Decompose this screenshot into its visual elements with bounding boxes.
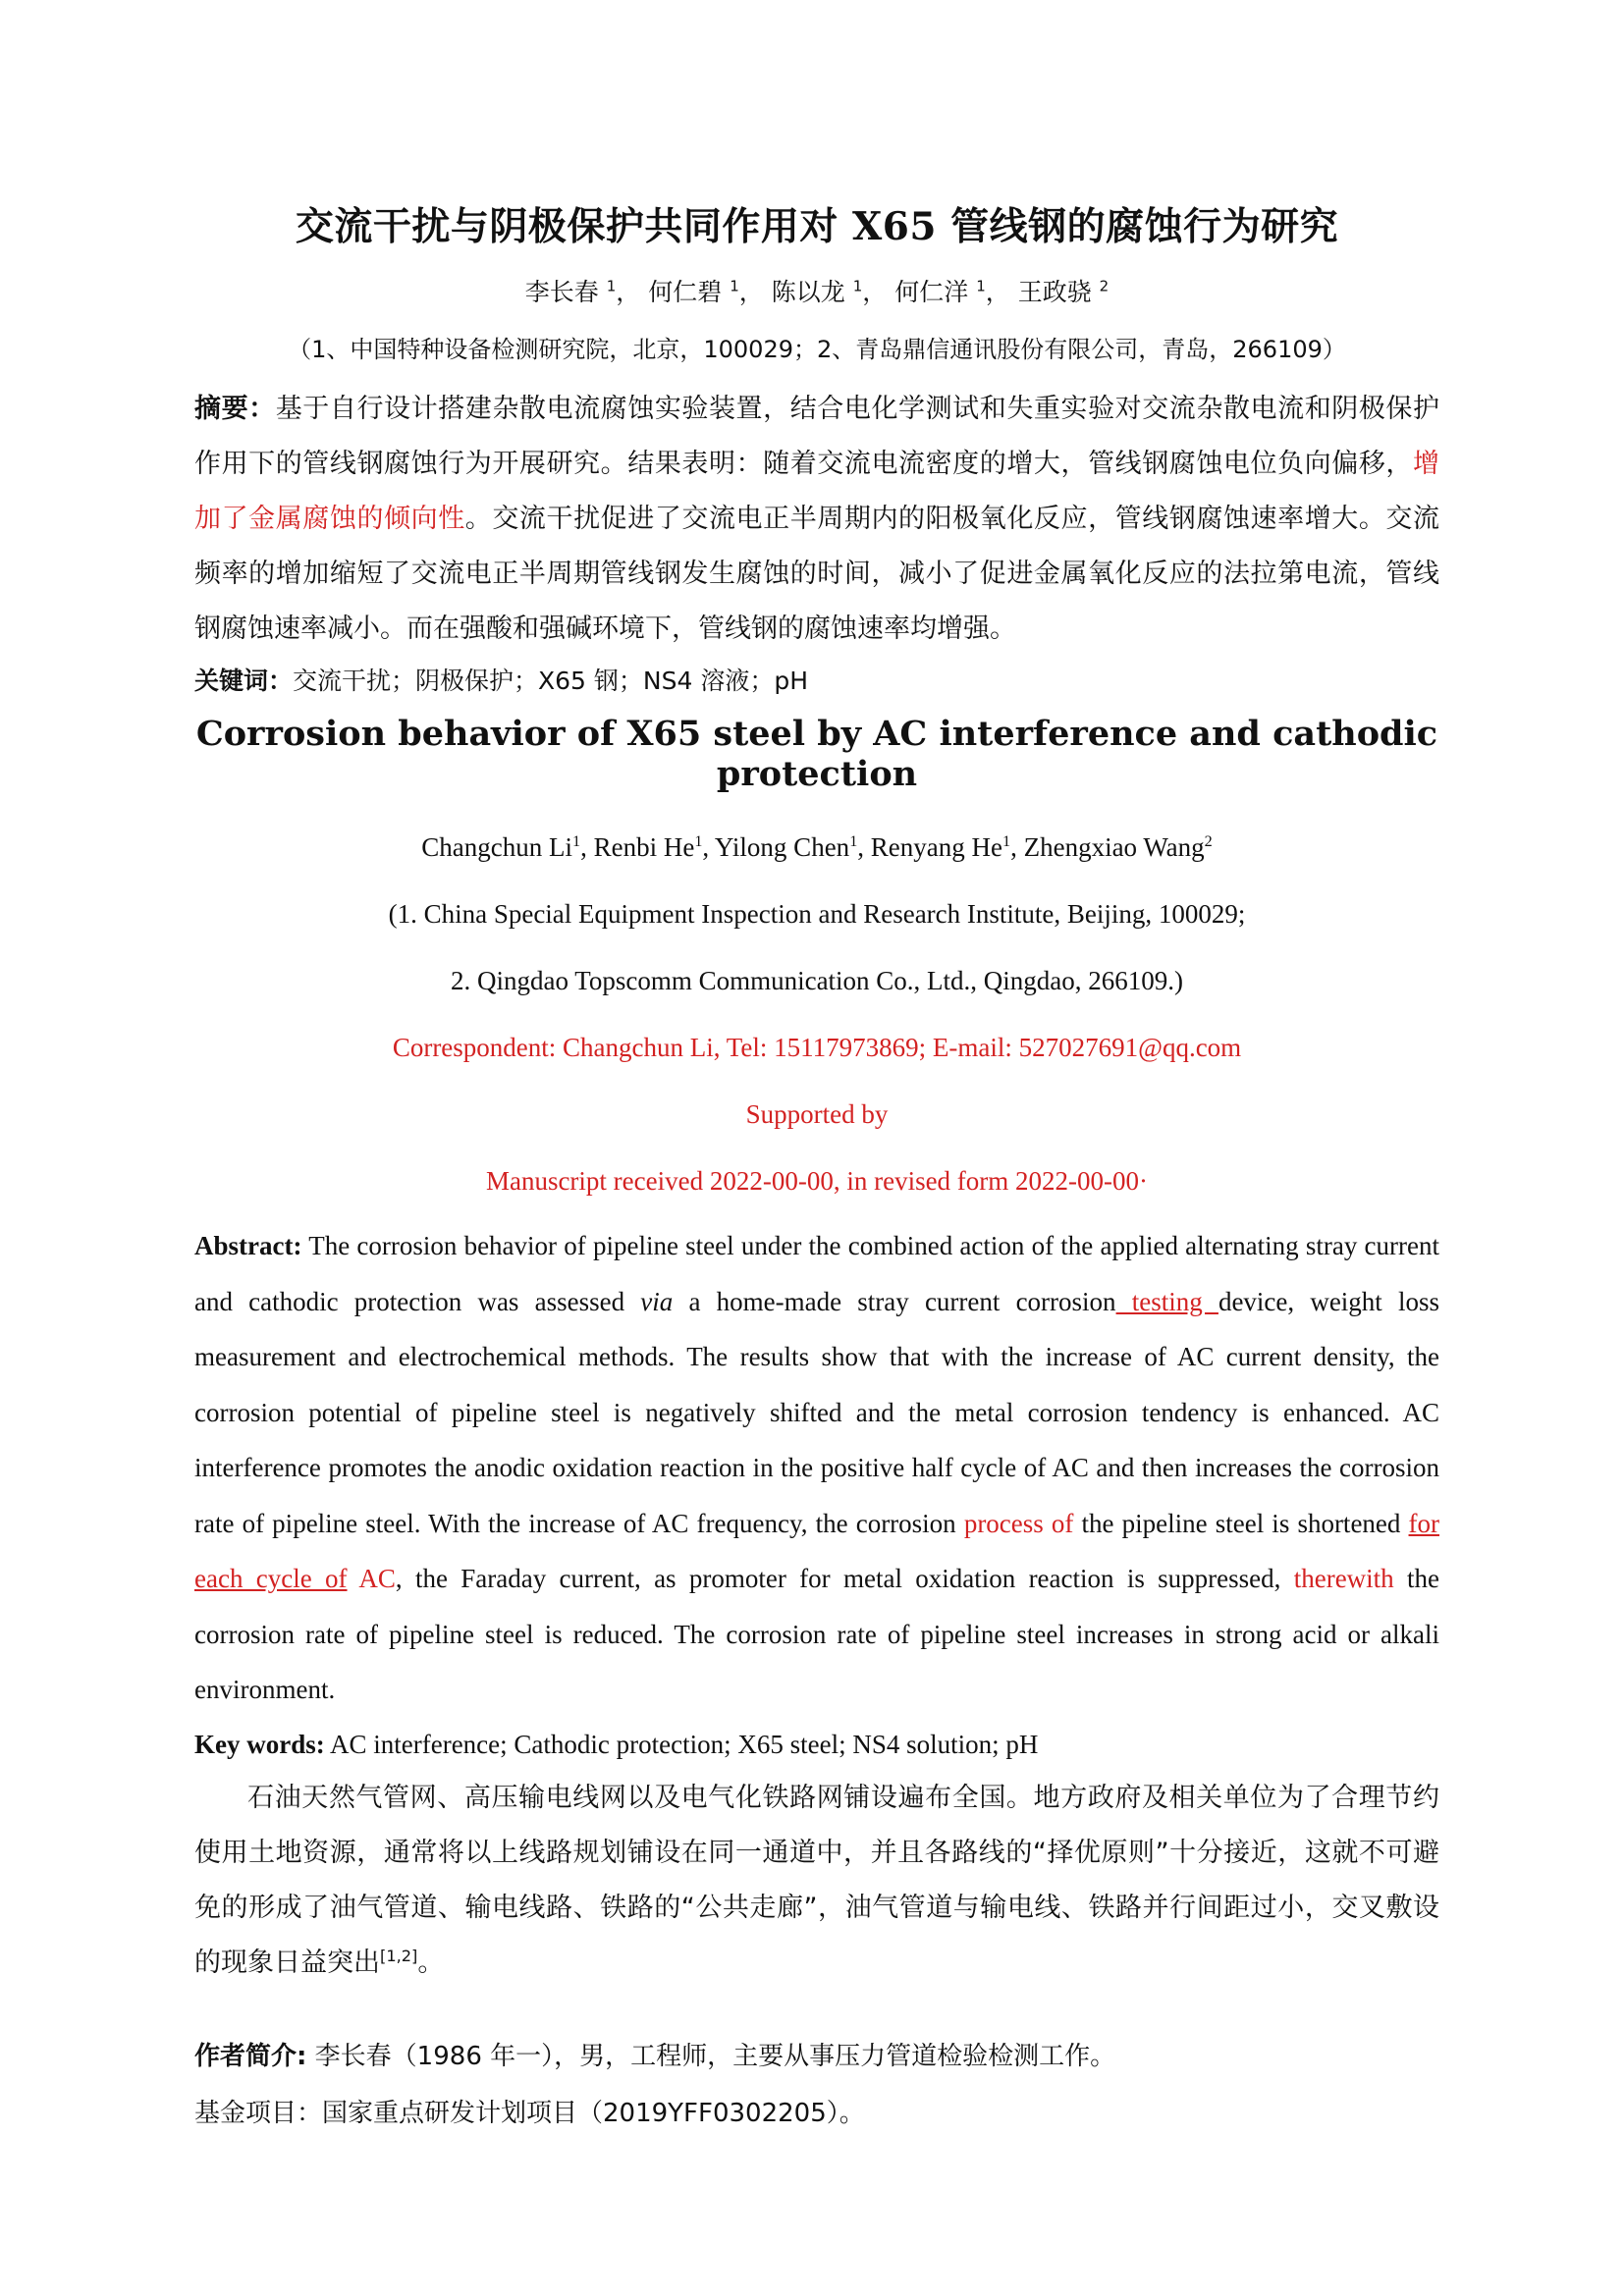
en-abstract-text: a home-made stray current corrosion (673, 1286, 1116, 1316)
en-keywords (194, 1718, 1439, 1771)
cn-author: 李长春 (524, 278, 599, 306)
footnote-fund: 基金项目：国家重点研发计划项目（2019YFF0302205）。 (194, 2098, 865, 2128)
footnote-author (194, 2028, 1439, 2085)
en-authors (194, 814, 1439, 881)
cn-authors (194, 273, 1439, 308)
cn-author: 王政骁 (1017, 278, 1092, 306)
intro-text: 石油天然气管网、高压输电线网以及电气化铁路网铺设遍布全国。地方政府及相关单位为了合理节约使用土地资源，通常将以上线路规划铺设在同一通道中，并且各路线的“择优原则”十分接近，这就不可避免的形成了油气管道、输电线路、铁路的“公共走廊”，油气管道与输电线、铁路并行间距过小，交叉敷设的现象日益突出 (194, 1782, 1439, 1978)
en-abstract-highlight-therewith: therewith (1293, 1564, 1394, 1593)
cn-author: 何仁洋 (894, 278, 969, 306)
en-abstract-label: Abstract: (194, 1231, 302, 1260)
en-abstract-highlight-ac: AC (358, 1564, 396, 1593)
cn-author-sep: ， (616, 278, 641, 306)
cn-keywords-text: 交流干扰；阴极保护；X65 钢；NS4 溶液；pH (293, 667, 808, 695)
en-abstract-highlight-process: process of (963, 1508, 1074, 1538)
en-supported-by: Supported by (745, 1099, 889, 1129)
en-manuscript-dates: Manuscript received 2022-00-00, in revised form 2022-00-00· (485, 1166, 1149, 1196)
en-author-sep: , (702, 832, 715, 862)
en-abstract (194, 1218, 1439, 1718)
cn-abstract (194, 382, 1439, 657)
en-author-sup: 1 (1002, 832, 1011, 850)
en-abstract-via: via (640, 1286, 674, 1316)
en-keywords-label: Key words: (194, 1729, 325, 1759)
cn-author-sup: 1 (976, 277, 986, 295)
cn-title: 交流干扰与阴极保护共同作用对 X65 管线钢的腐蚀行为研究 (295, 204, 1339, 249)
cn-author-sep: ， (862, 278, 888, 306)
en-abstract-text: The corrosion behavior of pipeline steel under the combined action of the applied alternating stray current and cathodic protection was assessed (194, 1231, 1439, 1316)
en-abstract-highlight-testing: testing (1115, 1286, 1218, 1316)
cn-author: 陈以龙 (771, 278, 845, 306)
en-keywords-text: AC interference; Cathodic protection; X65 steel; NS4 solution; pH (324, 1729, 1039, 1759)
cn-author-sep: ， (985, 278, 1010, 306)
en-author-sup: 2 (1204, 832, 1213, 850)
footnote-author-text: 李长春（1986 年一），男，工程师，主要从事压力管道检验检测工作。 (306, 2041, 1116, 2071)
cn-abstract-text-2: 。交流干扰促进了交流电正半周期内的阳极氧化反应，管线钢腐蚀速率增大。交流频率的增加缩短了交流电正半周期管线钢发生腐蚀的时间，减小了促进金属氧化反应的法拉第电流，管线钢腐蚀速率减小。而在强酸和强碱环境下，管线钢的腐蚀速率均增强。 (194, 504, 1440, 644)
footnote-author-label: 作者简介 (194, 2041, 298, 2071)
en-author: Renbi He (593, 832, 695, 862)
en-affiliation-1: (1. China Special Equipment Inspection and Research Institute, Beijing, 100029; (388, 899, 1246, 929)
en-title: Corrosion behavior of X65 steel by AC interference and cathodic protection (195, 714, 1438, 794)
cn-author-sup: 1 (730, 277, 739, 295)
en-author-sep: , (1010, 832, 1024, 862)
en-abstract-text: device, weight loss measurement and electrochemical methods. The results show that with the increase of AC current density, the corrosion potential of pipeline steel is negatively shifted and the metal corrosion tendency is enhanced. AC interference promotes the anodic oxidation reaction in the positive half cycle of AC and then increases the corrosion rate of pipeline steel. With the increase of AC frequency, the corrosion (194, 1286, 1440, 1538)
en-author-sup: 1 (694, 832, 703, 850)
footnote-author-colon: : (297, 2041, 307, 2071)
cn-affiliation: （1、中国特种设备检测研究院，北京，100029；2、青岛鼎信通讯股份有限公司，青岛，266109） (288, 336, 1346, 363)
en-author-sup: 1 (572, 832, 581, 850)
cn-author-sup: 1 (852, 277, 863, 295)
cn-abstract-highlight: 增加了金属腐蚀的倾向性 (194, 449, 1439, 534)
cn-keywords (194, 657, 1439, 706)
cn-abstract-label: 摘要： (194, 394, 276, 424)
spacer (194, 1991, 1439, 2028)
en-author-sup: 1 (849, 832, 858, 850)
en-abstract-text: , the Faraday current, as promoter for metal oxidation reaction is suppressed, (395, 1564, 1294, 1593)
en-author: Yilong Chen (714, 832, 850, 862)
paper-page (194, 196, 1439, 2142)
en-author-sep: , (580, 832, 594, 862)
cn-keywords-label: 关键词： (194, 667, 294, 695)
en-correspondent: Correspondent: Changchun Li, Tel: 15117973869; E-mail: 527027691@qq.com (392, 1033, 1242, 1062)
en-author: Zhengxiao Wang (1023, 832, 1205, 862)
intro-citation: [1,2] (380, 1946, 418, 1965)
cn-author-sup: 2 (1099, 277, 1110, 295)
en-abstract-text: the corrosion rate of pipeline steel is reduced. The corrosion rate of pipeline steel increases in strong acid or alkali environment. (194, 1564, 1439, 1704)
en-author-sep: , (857, 832, 871, 862)
en-author: Renyang He (870, 832, 1002, 862)
intro-end: 。 (417, 1947, 445, 1978)
en-abstract-text: the pipeline steel is shortened (1073, 1508, 1409, 1538)
en-author: Changchun Li (421, 832, 572, 862)
cn-author-sep: ， (738, 278, 764, 306)
cn-author-sup: 1 (606, 277, 617, 295)
en-affiliation-2: 2. Qingdao Topscomm Communication Co., Ltd., Qingdao, 266109.) (450, 966, 1184, 995)
en-abstract-highlight-cycle: for each cycle of (194, 1508, 1440, 1593)
en-abstract-space (348, 1564, 359, 1593)
intro-paragraph (194, 1771, 1439, 1991)
cn-abstract-text-1: 基于自行设计搭建杂散电流腐蚀实验装置，结合电化学测试和失重实验对交流杂散电流和阴极保护作用下的管线钢腐蚀行为开展研究。结果表明：随着交流电流密度的增大，管线钢腐蚀电位负向偏移， (194, 394, 1439, 479)
cn-author: 何仁碧 (648, 278, 723, 306)
